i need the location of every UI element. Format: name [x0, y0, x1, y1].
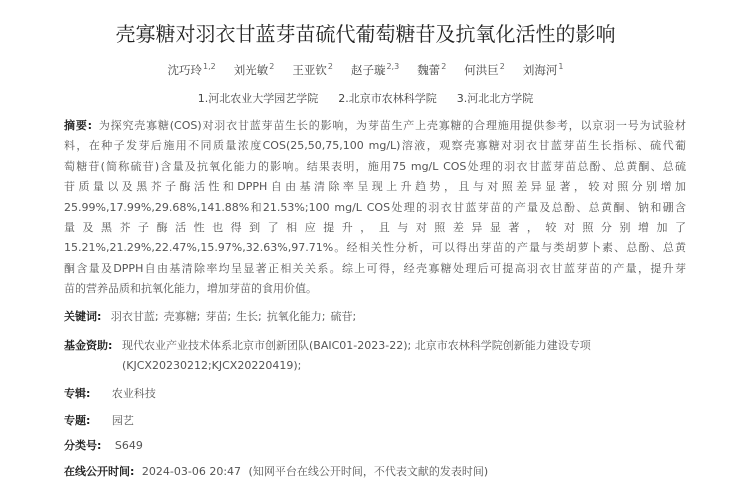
- author-affil-index: 1: [558, 62, 564, 72]
- article-title: 壳寡糖对羽衣甘蓝芽苗硫代葡萄糖苷及抗氧化活性的影响: [115, 22, 616, 46]
- author-link[interactable]: [417, 63, 446, 77]
- author-name[interactable]: 赵子璇: [350, 63, 386, 77]
- author-link[interactable]: [234, 63, 275, 77]
- author-name[interactable]: 何洪巨: [464, 63, 499, 77]
- author-name[interactable]: 刘光敏: [233, 63, 269, 77]
- topic-row: [64, 411, 134, 431]
- abstract-section: [64, 116, 686, 300]
- series-label: 专辑:: [64, 387, 91, 400]
- keyword-link[interactable]: 硫苷;: [330, 310, 357, 323]
- author-name[interactable]: 沈巧玲: [167, 63, 203, 77]
- author-affil-index: 2: [269, 62, 275, 72]
- abstract-label: 摘要:: [64, 119, 93, 132]
- author-name[interactable]: 刘海河: [522, 63, 558, 77]
- author-link[interactable]: [292, 63, 333, 77]
- keyword-link[interactable]: 芽苗;: [205, 310, 232, 323]
- author-link[interactable]: [523, 63, 564, 77]
- abstract-line: 酮含量及DPPH自由基清除率均呈显著正相关关系。综上可得，经壳寡糖处理后可提高羽衣甘蓝芽苗的产量，提升芽: [64, 261, 686, 275]
- classification-row: [64, 436, 143, 456]
- abstract-text: 为探究壳寡糖(COS)对羽衣甘蓝芽苗生长的影响，为芽苗生产上壳寡糖的合理施用提供参考，以京羽一号为试验材: [98, 119, 686, 132]
- funding-label: 基金资助:: [64, 339, 113, 352]
- abstract-line: 萄糖苷(简称硫苷)含量及抗氧化能力的影响。结果表明，施用75 mg/L COS处理的羽衣甘蓝芽苗总酚、总黄酮、总硫: [64, 159, 686, 173]
- abstract-line: 苗的营养品质和抗氧化能力，增加芽苗的食用价值。: [64, 282, 317, 296]
- online-time-note: (知网平台在线公开时间，不代表文献的发表时间): [248, 465, 489, 478]
- affiliation-link[interactable]: 2.北京市农林科学院: [338, 92, 437, 105]
- author-link[interactable]: [168, 63, 216, 77]
- affiliation-link[interactable]: 1.河北农业大学园艺学院: [197, 92, 319, 105]
- series-row: [64, 384, 156, 404]
- online-time-label: 在线公开时间:: [64, 465, 135, 478]
- author-affil-index: 1,2: [203, 62, 216, 72]
- classification-value: S649: [114, 439, 143, 452]
- keywords-row: [64, 307, 361, 327]
- keyword-link[interactable]: 羽衣甘蓝;: [110, 310, 159, 323]
- affiliation-list: [0, 90, 731, 106]
- keyword-link[interactable]: 抗氧化能力;: [266, 310, 326, 323]
- affiliation-link[interactable]: 3.河北北方学院: [456, 92, 534, 105]
- keyword-link[interactable]: 生长;: [236, 310, 262, 323]
- online-time-row: [64, 462, 488, 482]
- series-value[interactable]: 农业科技: [111, 387, 156, 400]
- author-affil-index: 2: [441, 62, 447, 72]
- abstract-line: 料，在种子发芽后施用不同质量浓度COS(25,50,75,100 mg/L)溶液，观察壳寡糖对羽衣甘蓝芽苗生长指标、硫代葡: [64, 139, 686, 153]
- abstract-line: [64, 116, 686, 136]
- abstract-line: 15.21%,21.29%,22.47%,15.97%,32.63%,97.71%。经相关性分析，可以得出芽苗的产量与类胡萝卜素、总酚、总黄: [64, 241, 686, 255]
- keywords-list: [111, 310, 361, 323]
- author-link[interactable]: [464, 63, 505, 77]
- author-affil-index: 2: [499, 62, 505, 72]
- classification-label: 分类号:: [64, 439, 102, 452]
- author-affil-index: 2: [327, 62, 333, 72]
- keywords-label: 关键词:: [64, 310, 102, 323]
- author-name[interactable]: 王亚钦: [292, 63, 327, 77]
- author-link[interactable]: [351, 63, 399, 77]
- keyword-link[interactable]: 壳寡糖;: [163, 310, 201, 323]
- abstract-line: 量及黑芥子酶活性也得到了相应提升，且与对照差异显著，较对照分别增加了: [64, 220, 686, 234]
- funding-text[interactable]: 现代农业产业技术体系北京市创新团队(BAIC01-2023-22); 北京市农林科学院创新能力建设专项: [122, 339, 591, 352]
- funding-row: [64, 336, 704, 377]
- abstract-line: 苷质量以及黑芥子酶活性和DPPH自由基清除率呈现上升趋势，且与对照差异显著，较对照分别增加: [64, 180, 686, 194]
- abstract-line: 25.99%,17.99%,29.68%,141.88%和21.53%;100 mg/L COS处理的羽衣甘蓝芽苗的产量及总酚、总黄酮、钠和硼含: [64, 200, 686, 214]
- author-affil-index: 2,3: [386, 62, 400, 72]
- funding-text-cont[interactable]: (KJCX20230212;KJCX20220419);: [122, 359, 302, 373]
- topic-value[interactable]: 园艺: [111, 414, 134, 427]
- topic-label: 专题:: [64, 414, 91, 427]
- author-name[interactable]: 魏蕾: [417, 63, 441, 77]
- author-list: [0, 62, 731, 78]
- online-time-value: 2024-03-06 20:47: [141, 465, 242, 478]
